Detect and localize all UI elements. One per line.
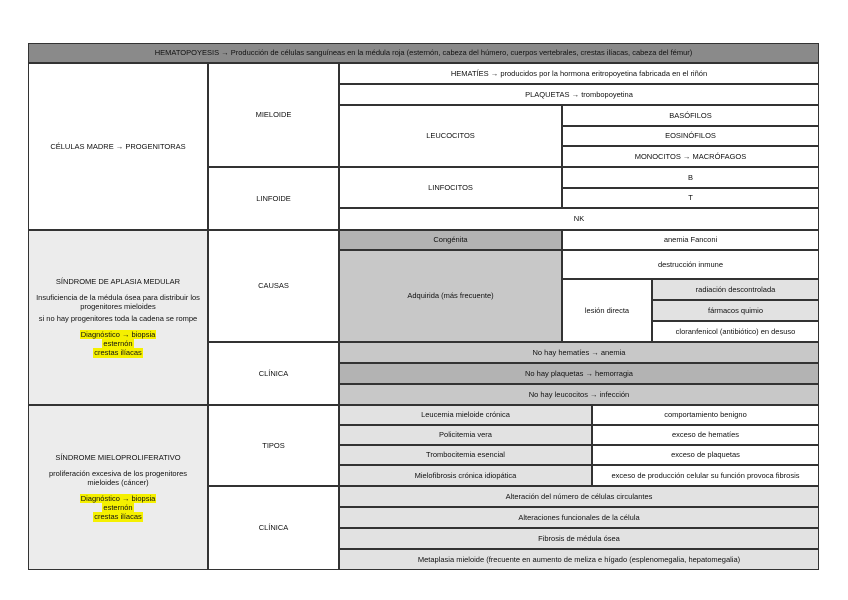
- lmc-result-cell: comportamiento benigno: [592, 405, 819, 425]
- mielo-clinica-label: CLÍNICA: [208, 486, 339, 570]
- farmacos-cell: fármacos quimio: [652, 300, 819, 321]
- hemorragia-row: No hay plaquetas → hemorragia: [339, 363, 819, 384]
- hematies-row: HEMATÍES → producidos por la hormona eritropoyetina fabricada en el riñón: [339, 63, 819, 84]
- linfocitos-t-cell: T: [562, 188, 819, 208]
- mielo-diag-line-3: crestas ilíacas: [94, 512, 142, 522]
- mielo-clinica-row-3: Fibrosis de médula ósea: [339, 528, 819, 549]
- adquirida-cell: Adquirida (más frecuente): [339, 250, 562, 342]
- basofilos-cell: BASÓFILOS: [562, 105, 819, 126]
- celulas-title: CÉLULAS MADRE → PROGENITORAS: [28, 63, 208, 230]
- mielo-desc: proliferación excesiva de los progenitores mieloides (cáncer): [49, 468, 187, 488]
- infeccion-row: No hay leucocitos → infección: [339, 384, 819, 405]
- aplasia-desc-1: Insuficiencia de la médula ósea para distribuir los progenitores mieloides: [36, 292, 200, 311]
- linfocitos-b-cell: B: [562, 167, 819, 188]
- aplasia-diag-line-3: crestas ilíacas: [94, 348, 142, 358]
- mielo-left-panel: [28, 405, 208, 570]
- aplasia-left-panel: [28, 230, 208, 405]
- radiacion-cell: radiación descontrolada: [652, 279, 819, 300]
- aplasia-diag-line-2: esternón: [103, 339, 133, 349]
- aplasia-desc-2: si no hay progenitores toda la cadena se rompe: [38, 314, 198, 324]
- mieloide-label: MIELOIDE: [208, 63, 339, 167]
- mielo-clinica-row-1: Alteración del número de células circulantes: [339, 486, 819, 507]
- trombocitemia-result-cell: exceso de plaquetas: [592, 445, 819, 465]
- mielo-diag-line-1: Diagnóstico → biopsia: [80, 493, 156, 503]
- mielofibrosis-cell: Mielofibrosis crónica idiopática: [339, 465, 592, 486]
- eosinofilos-cell: EOSINÓFILOS: [562, 126, 819, 146]
- fanconi-cell: anemia Fanconi: [562, 230, 819, 250]
- leucocitos-label: LEUCOCITOS: [339, 105, 562, 167]
- aplasia-diag-line-1: Diagnóstico → biopsia: [80, 329, 156, 339]
- aplasia-diagnosis: [80, 330, 157, 358]
- plaquetas-row: PLAQUETAS → trombopoyetina: [339, 84, 819, 105]
- nk-row: NK: [339, 208, 819, 230]
- cloranfenicol-cell: cloranfenicol (antibiótico) en desuso: [652, 321, 819, 342]
- congenita-cell: Congénita: [339, 230, 562, 250]
- aplasia-causas-label: CAUSAS: [208, 230, 339, 342]
- page-header: HEMATOPOYESIS → Producción de células sanguíneas en la médula roja (esternón, cabeza del húmero, cuerpos vertebrales, crestas ilíacas, cabeza del fémur): [28, 43, 819, 63]
- mielo-clinica-row-2: Alteraciones funcionales de la célula: [339, 507, 819, 528]
- lesion-directa-cell: lesión directa: [562, 279, 652, 342]
- trombocitemia-cell: Trombocitemia esencial: [339, 445, 592, 465]
- aplasia-clinica-label: CLÍNICA: [208, 342, 339, 405]
- mielo-title: SÍNDROME MIELOPROLIFERATIVO: [55, 453, 181, 463]
- anemia-row: No hay hematíes → anemia: [339, 342, 819, 363]
- mielo-clinica-row-4: Metaplasia mieloide (frecuente en aumento de meliza e hígado (esplenomegalia, hepatomegalia): [339, 549, 819, 570]
- mielo-diag-line-2: esternón: [103, 502, 133, 512]
- mielo-diagnosis: [80, 494, 157, 522]
- linfocitos-label: LINFOCITOS: [339, 167, 562, 208]
- linfoide-label: LINFOIDE: [208, 167, 339, 230]
- lmc-cell: Leucemia mieloide crónica: [339, 405, 592, 425]
- aplasia-title: SÍNDROME DE APLASIA MEDULAR: [55, 277, 181, 287]
- policitemia-result-cell: exceso de hematíes: [592, 425, 819, 445]
- destruccion-inmune-cell: destrucción inmune: [562, 250, 819, 279]
- policitemia-cell: Policitemia vera: [339, 425, 592, 445]
- monocitos-cell: MONOCITOS → MACRÓFAGOS: [562, 146, 819, 167]
- mielofibrosis-result-cell: exceso de producción celular su función provoca fibrosis: [592, 465, 819, 486]
- mielo-tipos-label: TIPOS: [208, 405, 339, 486]
